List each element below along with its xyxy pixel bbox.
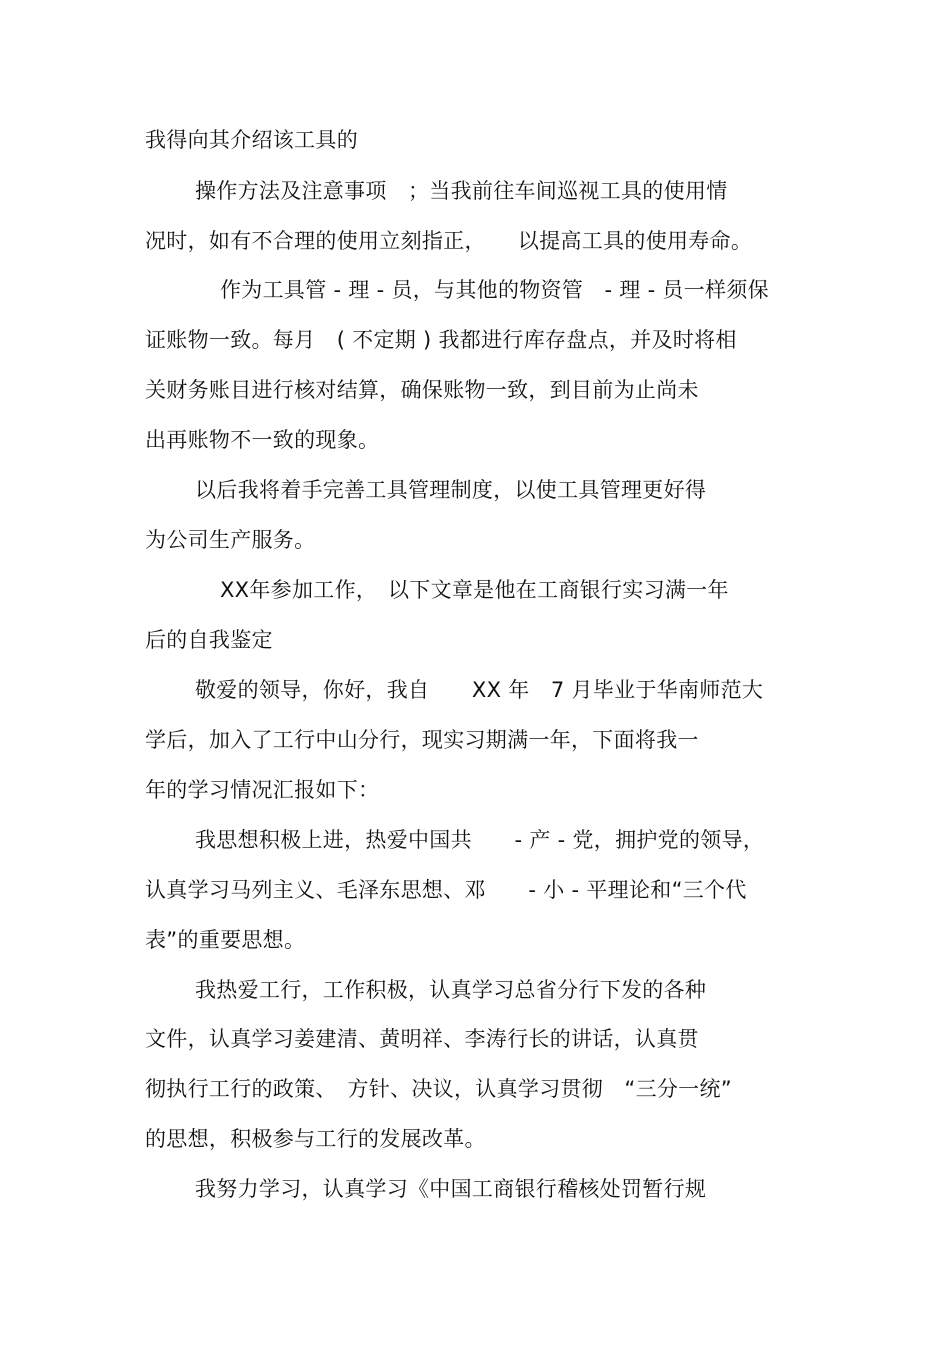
text-line: 我思想积极上进，热爱中国共 - 产 - 党，拥护党的领导， bbox=[195, 828, 765, 852]
text-line: 后的自我鉴定 bbox=[145, 628, 273, 652]
text-line: 彻执行工行的政策、 方针、决议，认真学习贯彻 “三分一统” bbox=[145, 1077, 732, 1101]
text-line: 认真学习马列主义、毛泽东思想、邓 - 小 - 平理论和“三个代 bbox=[145, 878, 747, 902]
text-line: 我努力学习，认真学习《中国工商银行稽核处罚暂行规 bbox=[195, 1177, 707, 1201]
text-line: 关财务账目进行核对结算，确保账物一致，到目前为止尚未 bbox=[145, 378, 699, 402]
text-line: 我得向其介绍该工具的 bbox=[145, 128, 358, 152]
text-line: 我热爱工行，工作积极，认真学习总省分行下发的各种 bbox=[195, 978, 707, 1002]
text-line: 敬爱的领导，你好，我自 XX 年 7 月毕业于华南师范大 bbox=[195, 678, 764, 702]
text-line: 证账物一致。每月 ( 不定期 ) 我都进行库存盘点，并及时将相 bbox=[145, 328, 737, 352]
text-line: 出再账物不一致的现象。 bbox=[145, 428, 380, 452]
text-line: 文件，认真学习姜建清、黄明祥、李涛行长的讲话，认真贯 bbox=[145, 1027, 699, 1051]
text-line: XX年参加工作， 以下文章是他在工商银行实习满一年 bbox=[220, 578, 729, 602]
text-line: 学后，加入了工行中山分行，现实习期满一年，下面将我一 bbox=[145, 728, 699, 752]
text-line: 为公司生产服务。 bbox=[145, 528, 316, 552]
text-line: 作为工具管 - 理 - 员，与其他的物资管 - 理 - 员一样须保 bbox=[220, 278, 769, 302]
text-line: 操作方法及注意事项 ；当我前往车间巡视工具的使用情 bbox=[195, 179, 728, 203]
text-line: 年的学习情况汇报如下： bbox=[145, 778, 380, 802]
text-line: 以后我将着手完善工具管理制度，以使工具管理更好得 bbox=[195, 478, 707, 502]
text-line: 况时，如有不合理的使用立刻指正， 以提高工具的使用寿命。 bbox=[145, 229, 753, 253]
text-line: 的思想，积极参与工行的发展改革。 bbox=[145, 1127, 486, 1151]
text-line: 表”的重要思想。 bbox=[145, 928, 306, 952]
